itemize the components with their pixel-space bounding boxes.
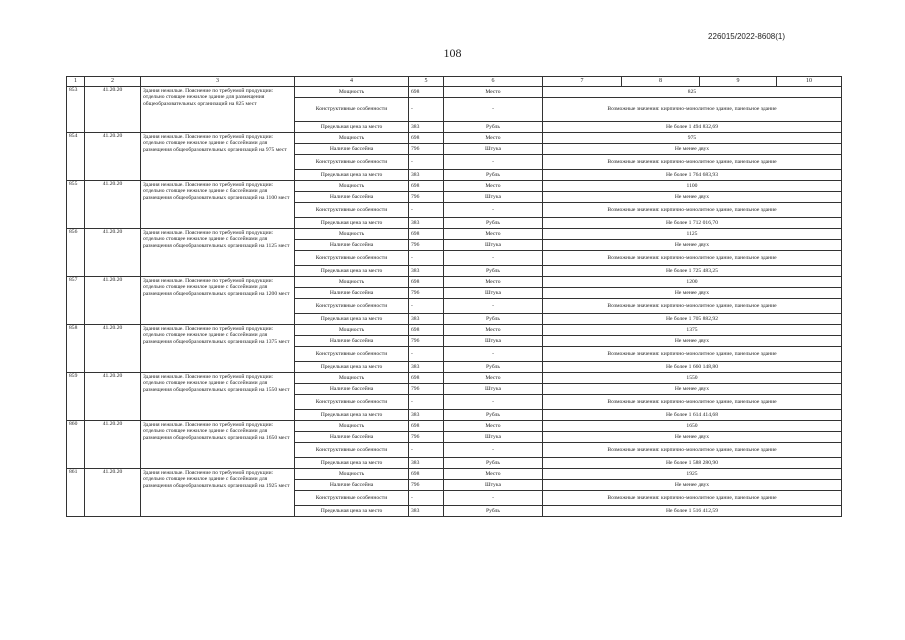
entry-number: 859 bbox=[67, 373, 85, 421]
okpd-code: 41.20.20 bbox=[85, 421, 141, 469]
entry-number: 854 bbox=[67, 133, 85, 181]
characteristic-value: Не более 1 494 832,69 bbox=[543, 122, 842, 133]
header-cell: 7 bbox=[543, 77, 622, 87]
unit-name: Рубль bbox=[444, 314, 543, 325]
unit-code: 796 bbox=[409, 288, 444, 299]
okpd-code: 41.20.20 bbox=[85, 373, 141, 421]
characteristic-name: Наличие бассейна bbox=[295, 432, 409, 443]
unit-code: - bbox=[409, 395, 444, 410]
unit-name: Место bbox=[444, 325, 543, 336]
characteristic-value: Не более 1 725 483,25 bbox=[543, 266, 842, 277]
unit-name: Штука bbox=[444, 288, 543, 299]
unit-name: - bbox=[444, 251, 543, 266]
unit-code: 698 bbox=[409, 133, 444, 144]
entry-description: Здания нежилые. Пояснение по требуемой продукции: отдельно стоящее нежилое здание для размещения общеобразовательных организаций на 825 мест bbox=[141, 87, 295, 133]
characteristic-name: Конструктивные особенности bbox=[295, 443, 409, 458]
unit-name: Рубль bbox=[444, 170, 543, 181]
unit-name: - bbox=[444, 299, 543, 314]
unit-code: 698 bbox=[409, 277, 444, 288]
header-row bbox=[67, 77, 842, 87]
characteristic-name: Наличие бассейна bbox=[295, 336, 409, 347]
entry-description: Здания нежилые. Пояснение по требуемой продукции: отдельно стоящее нежилое здание с бассейнами для размещения общеобразовательных организаций на 1925 мест bbox=[141, 469, 295, 517]
characteristic-name: Предельная цена за место bbox=[295, 362, 409, 373]
unit-name: - bbox=[444, 155, 543, 170]
unit-code: - bbox=[409, 443, 444, 458]
entry-number: 861 bbox=[67, 469, 85, 517]
okpd-code: 41.20.20 bbox=[85, 87, 141, 133]
characteristic-name: Конструктивные особенности bbox=[295, 251, 409, 266]
unit-name: Рубль bbox=[444, 410, 543, 421]
unit-name: Рубль bbox=[444, 458, 543, 469]
characteristic-value: Не менее двух bbox=[543, 144, 842, 155]
characteristic-value: Не более 1 712 016,70 bbox=[543, 218, 842, 229]
characteristic-name: Наличие бассейна bbox=[295, 384, 409, 395]
unit-name: - bbox=[444, 443, 543, 458]
page-number: 108 bbox=[443, 46, 462, 60]
table-row bbox=[67, 181, 842, 192]
characteristic-name: Предельная цена за место bbox=[295, 266, 409, 277]
unit-name: Рубль bbox=[444, 266, 543, 277]
characteristic-value: Не более 1 660 148,80 bbox=[543, 362, 842, 373]
okpd-code: 41.20.20 bbox=[85, 181, 141, 229]
unit-name: Место bbox=[444, 469, 543, 480]
table-row bbox=[67, 277, 842, 288]
header-cell: 1 bbox=[67, 77, 85, 87]
characteristic-value: Не менее двух bbox=[543, 432, 842, 443]
characteristic-value: Не более 1 516 412,59 bbox=[543, 506, 842, 517]
characteristic-value: Не более 1 588 280,90 bbox=[543, 458, 842, 469]
okpd-code: 41.20.20 bbox=[85, 277, 141, 325]
characteristic-value: Возможные значения: кирпично-монолитное здание, панельное здание bbox=[543, 491, 842, 506]
characteristic-name: Наличие бассейна bbox=[295, 192, 409, 203]
unit-code: 698 bbox=[409, 87, 444, 98]
document-number: 226015/2022-8608(1) bbox=[708, 32, 785, 41]
header-cell: 4 bbox=[295, 77, 409, 87]
unit-code: 383 bbox=[409, 410, 444, 421]
entry-description: Здания нежилые. Пояснение по требуемой продукции: отдельно стоящее нежилое здание с бассейнами для размещения общеобразовательных организаций на 1125 мест bbox=[141, 229, 295, 277]
characteristic-name: Конструктивные особенности bbox=[295, 395, 409, 410]
table-row bbox=[67, 229, 842, 240]
characteristic-value: Возможные значения: кирпично-монолитное здание, панельное здание bbox=[543, 347, 842, 362]
unit-name: Штука bbox=[444, 384, 543, 395]
table-row bbox=[67, 469, 842, 480]
characteristic-name: Наличие бассейна bbox=[295, 480, 409, 491]
unit-code: - bbox=[409, 98, 444, 122]
unit-name: Штука bbox=[444, 336, 543, 347]
characteristic-name: Конструктивные особенности bbox=[295, 347, 409, 362]
unit-name: Место bbox=[444, 277, 543, 288]
okpd-code: 41.20.20 bbox=[85, 229, 141, 277]
header-cell: 2 bbox=[85, 77, 141, 87]
characteristic-name: Предельная цена за место bbox=[295, 458, 409, 469]
unit-code: 383 bbox=[409, 218, 444, 229]
unit-name: - bbox=[444, 203, 543, 218]
characteristic-name: Предельная цена за место bbox=[295, 218, 409, 229]
characteristic-value: Не менее двух bbox=[543, 240, 842, 251]
characteristic-value: 1650 bbox=[543, 421, 842, 432]
unit-code: - bbox=[409, 203, 444, 218]
unit-code: 796 bbox=[409, 432, 444, 443]
characteristic-value: 1550 bbox=[543, 373, 842, 384]
entry-number: 855 bbox=[67, 181, 85, 229]
entry-description: Здания нежилые. Пояснение по требуемой продукции: отдельно стоящее нежилое здание с бассейнами для размещения общеобразовательных организаций на 1375 мест bbox=[141, 325, 295, 373]
unit-code: 383 bbox=[409, 314, 444, 325]
unit-name: Место bbox=[444, 229, 543, 240]
unit-name: Рубль bbox=[444, 362, 543, 373]
unit-code: 796 bbox=[409, 480, 444, 491]
characteristic-name: Наличие бассейна bbox=[295, 240, 409, 251]
characteristic-name: Предельная цена за место bbox=[295, 122, 409, 133]
characteristic-value: 1200 bbox=[543, 277, 842, 288]
entry-description: Здания нежилые. Пояснение по требуемой продукции: отдельно стоящее нежилое здание с бассейнами для размещения общеобразовательных организаций на 1200 мест bbox=[141, 277, 295, 325]
characteristic-name: Мощность bbox=[295, 181, 409, 192]
entry-number: 857 bbox=[67, 277, 85, 325]
unit-code: - bbox=[409, 347, 444, 362]
table-row bbox=[67, 87, 842, 98]
unit-name: Рубль bbox=[444, 122, 543, 133]
unit-code: 698 bbox=[409, 181, 444, 192]
characteristic-value: Возможные значения: кирпично-монолитное здание, панельное здание bbox=[543, 98, 842, 122]
characteristic-value: Не менее двух bbox=[543, 480, 842, 491]
table-row bbox=[67, 421, 842, 432]
characteristic-value: Возможные значения: кирпично-монолитное здание, панельное здание bbox=[543, 443, 842, 458]
unit-name: - bbox=[444, 347, 543, 362]
characteristic-name: Мощность bbox=[295, 229, 409, 240]
okpd-code: 41.20.20 bbox=[85, 325, 141, 373]
unit-code: 383 bbox=[409, 458, 444, 469]
characteristic-value: Не менее двух bbox=[543, 288, 842, 299]
characteristic-name: Конструктивные особенности bbox=[295, 155, 409, 170]
characteristic-name: Мощность bbox=[295, 373, 409, 384]
unit-code: 796 bbox=[409, 240, 444, 251]
characteristic-value: Возможные значения: кирпично-монолитное здание, панельное здание bbox=[543, 251, 842, 266]
unit-name: - bbox=[444, 491, 543, 506]
unit-code: 383 bbox=[409, 170, 444, 181]
unit-code: 796 bbox=[409, 336, 444, 347]
unit-code: 698 bbox=[409, 421, 444, 432]
characteristic-value: 1100 bbox=[543, 181, 842, 192]
unit-code: 698 bbox=[409, 373, 444, 384]
unit-name: Штука bbox=[444, 480, 543, 491]
entry-number: 860 bbox=[67, 421, 85, 469]
entry-description: Здания нежилые. Пояснение по требуемой продукции: отдельно стоящее нежилое здание с бассейнами для размещения общеобразовательных организаций на 1650 мест bbox=[141, 421, 295, 469]
characteristic-name: Наличие бассейна bbox=[295, 288, 409, 299]
header-cell: 9 bbox=[700, 77, 777, 87]
characteristic-name: Наличие бассейна bbox=[295, 144, 409, 155]
characteristic-name: Конструктивные особенности bbox=[295, 203, 409, 218]
unit-code: 383 bbox=[409, 122, 444, 133]
characteristic-name: Предельная цена за место bbox=[295, 506, 409, 517]
unit-name: Место bbox=[444, 87, 543, 98]
characteristic-name: Предельная цена за место bbox=[295, 170, 409, 181]
characteristic-value: Возможные значения: кирпично-монолитное здание, панельное здание bbox=[543, 299, 842, 314]
entry-number: 856 bbox=[67, 229, 85, 277]
okpd-code: 41.20.20 bbox=[85, 133, 141, 181]
unit-name: - bbox=[444, 395, 543, 410]
unit-name: Место bbox=[444, 181, 543, 192]
unit-code: - bbox=[409, 155, 444, 170]
characteristic-value: Не менее двух bbox=[543, 384, 842, 395]
entry-number: 853 bbox=[67, 87, 85, 133]
unit-name: Место bbox=[444, 373, 543, 384]
characteristic-value: Возможные значения: кирпично-монолитное здание, панельное здание bbox=[543, 395, 842, 410]
unit-name: Рубль bbox=[444, 218, 543, 229]
characteristic-name: Конструктивные особенности bbox=[295, 491, 409, 506]
header-cell: 6 bbox=[444, 77, 543, 87]
characteristic-name: Мощность bbox=[295, 277, 409, 288]
unit-code: - bbox=[409, 251, 444, 266]
okpd-code: 41.20.20 bbox=[85, 469, 141, 517]
unit-code: 383 bbox=[409, 266, 444, 277]
unit-name: Рубль bbox=[444, 506, 543, 517]
characteristic-value: Не менее двух bbox=[543, 336, 842, 347]
characteristic-name: Мощность bbox=[295, 133, 409, 144]
entry-description: Здания нежилые. Пояснение по требуемой продукции: отдельно стоящее нежилое здание с бассейнами для размещения общеобразовательных организаций на 1100 мест bbox=[141, 181, 295, 229]
characteristic-name: Мощность bbox=[295, 469, 409, 480]
unit-code: 383 bbox=[409, 362, 444, 373]
characteristic-value: 975 bbox=[543, 133, 842, 144]
unit-code: 796 bbox=[409, 192, 444, 203]
characteristic-value: 1125 bbox=[543, 229, 842, 240]
unit-name: Штука bbox=[444, 192, 543, 203]
characteristic-value: 825 bbox=[543, 87, 842, 98]
characteristic-value: Не более 1 614 414,68 bbox=[543, 410, 842, 421]
characteristic-name: Мощность bbox=[295, 87, 409, 98]
unit-name: - bbox=[444, 98, 543, 122]
unit-code: 698 bbox=[409, 469, 444, 480]
entry-description: Здания нежилые. Пояснение по требуемой продукции: отдельно стоящее нежилое здание с бассейнами для размещения общеобразовательных организаций на 975 мест bbox=[141, 133, 295, 181]
unit-name: Место bbox=[444, 421, 543, 432]
characteristic-name: Мощность bbox=[295, 325, 409, 336]
unit-code: 383 bbox=[409, 506, 444, 517]
table-row bbox=[67, 373, 842, 384]
header-cell: 5 bbox=[409, 77, 444, 87]
unit-code: 796 bbox=[409, 144, 444, 155]
unit-code: 796 bbox=[409, 384, 444, 395]
header-cell: 3 bbox=[141, 77, 295, 87]
table-body bbox=[67, 87, 842, 517]
characteristic-value: Не более 1 705 882,92 bbox=[543, 314, 842, 325]
specification-table bbox=[66, 76, 842, 517]
characteristic-name: Конструктивные особенности bbox=[295, 299, 409, 314]
characteristic-name: Конструктивные особенности bbox=[295, 98, 409, 122]
characteristic-name: Предельная цена за место bbox=[295, 314, 409, 325]
entry-number: 858 bbox=[67, 325, 85, 373]
characteristic-name: Предельная цена за место bbox=[295, 410, 409, 421]
header-cell: 8 bbox=[622, 77, 700, 87]
characteristic-value: Возможные значения: кирпично-монолитное здание, панельное здание bbox=[543, 203, 842, 218]
unit-code: 698 bbox=[409, 325, 444, 336]
characteristic-value: 1925 bbox=[543, 469, 842, 480]
table-row bbox=[67, 325, 842, 336]
unit-name: Место bbox=[444, 133, 543, 144]
characteristic-value: Не менее двух bbox=[543, 192, 842, 203]
entry-description: Здания нежилые. Пояснение по требуемой продукции: отдельно стоящее нежилое здание с бассейнами для размещения общеобразовательных организаций на 1550 мест bbox=[141, 373, 295, 421]
characteristic-value: Не более 1 764 683,93 bbox=[543, 170, 842, 181]
unit-name: Штука bbox=[444, 144, 543, 155]
table-row bbox=[67, 133, 842, 144]
unit-code: - bbox=[409, 491, 444, 506]
characteristic-value: Возможные значения: кирпично-монолитное здание, панельное здание bbox=[543, 155, 842, 170]
unit-name: Штука bbox=[444, 432, 543, 443]
header-cell: 10 bbox=[777, 77, 842, 87]
characteristic-value: 1375 bbox=[543, 325, 842, 336]
unit-code: 698 bbox=[409, 229, 444, 240]
characteristic-name: Мощность bbox=[295, 421, 409, 432]
unit-code: - bbox=[409, 299, 444, 314]
unit-name: Штука bbox=[444, 240, 543, 251]
